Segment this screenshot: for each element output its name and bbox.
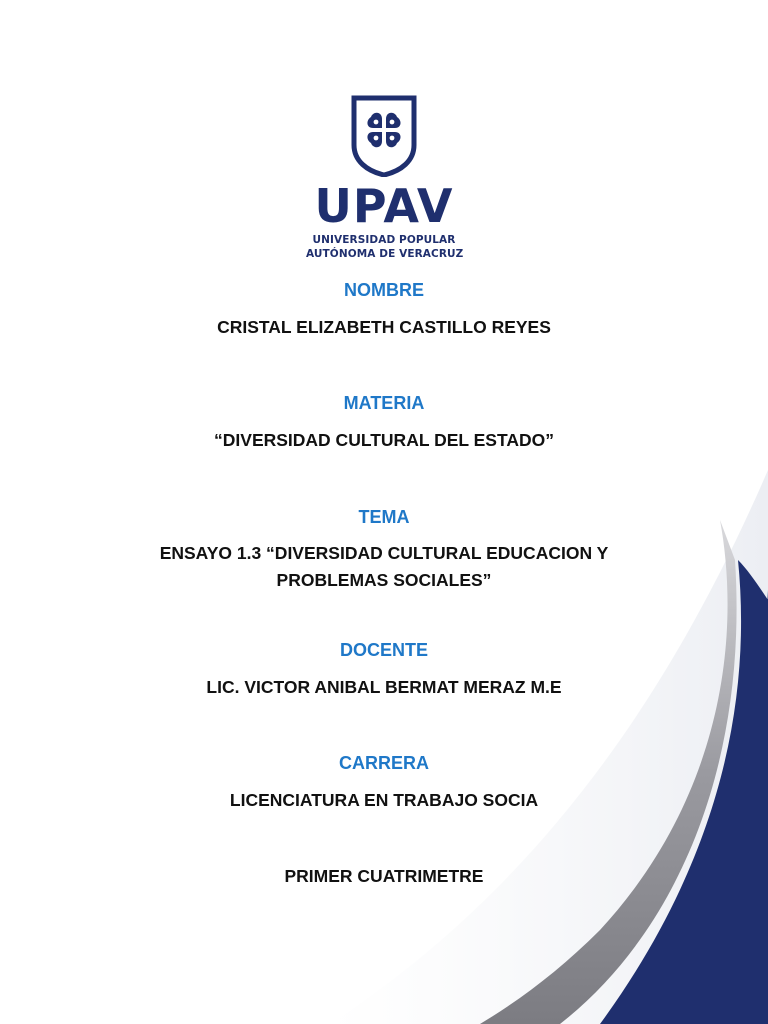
logo-subtitle-line1: UNIVERSIDAD POPULAR [312,234,456,246]
tema-value-line2: PROBLEMAS SOCIALES” [276,570,492,590]
materia-value: “DIVERSIDAD CULTURAL DEL ESTADO” [214,430,554,450]
docente-label: DOCENTE [339,640,428,660]
docente-value: LIC. VICTOR ANIBAL BERMAT MERAZ M.E [206,677,562,697]
shield-emblem-icon [351,95,417,177]
upav-logo [306,95,462,265]
logo-subtitle-line2: AUTÓNOMA DE VERACRUZ [306,248,464,260]
periodo-value: PRIMER CUATRIMETRE [284,866,484,886]
nombre-label: NOMBRE [344,280,424,300]
carrera-label: CARRERA [339,753,429,773]
materia-label: MATERIA [343,393,425,413]
tema-value-line1: ENSAYO 1.3 “DIVERSIDAD CULTURAL EDUCACION Y [159,543,609,563]
tema-label: TEMA [358,507,410,527]
logo-wordmark: UPAV [314,179,454,233]
nombre-value: CRISTAL ELIZABETH CASTILLO REYES [217,317,551,337]
carrera-value: LICENCIATURA EN TRABAJO SOCIA [229,790,539,810]
